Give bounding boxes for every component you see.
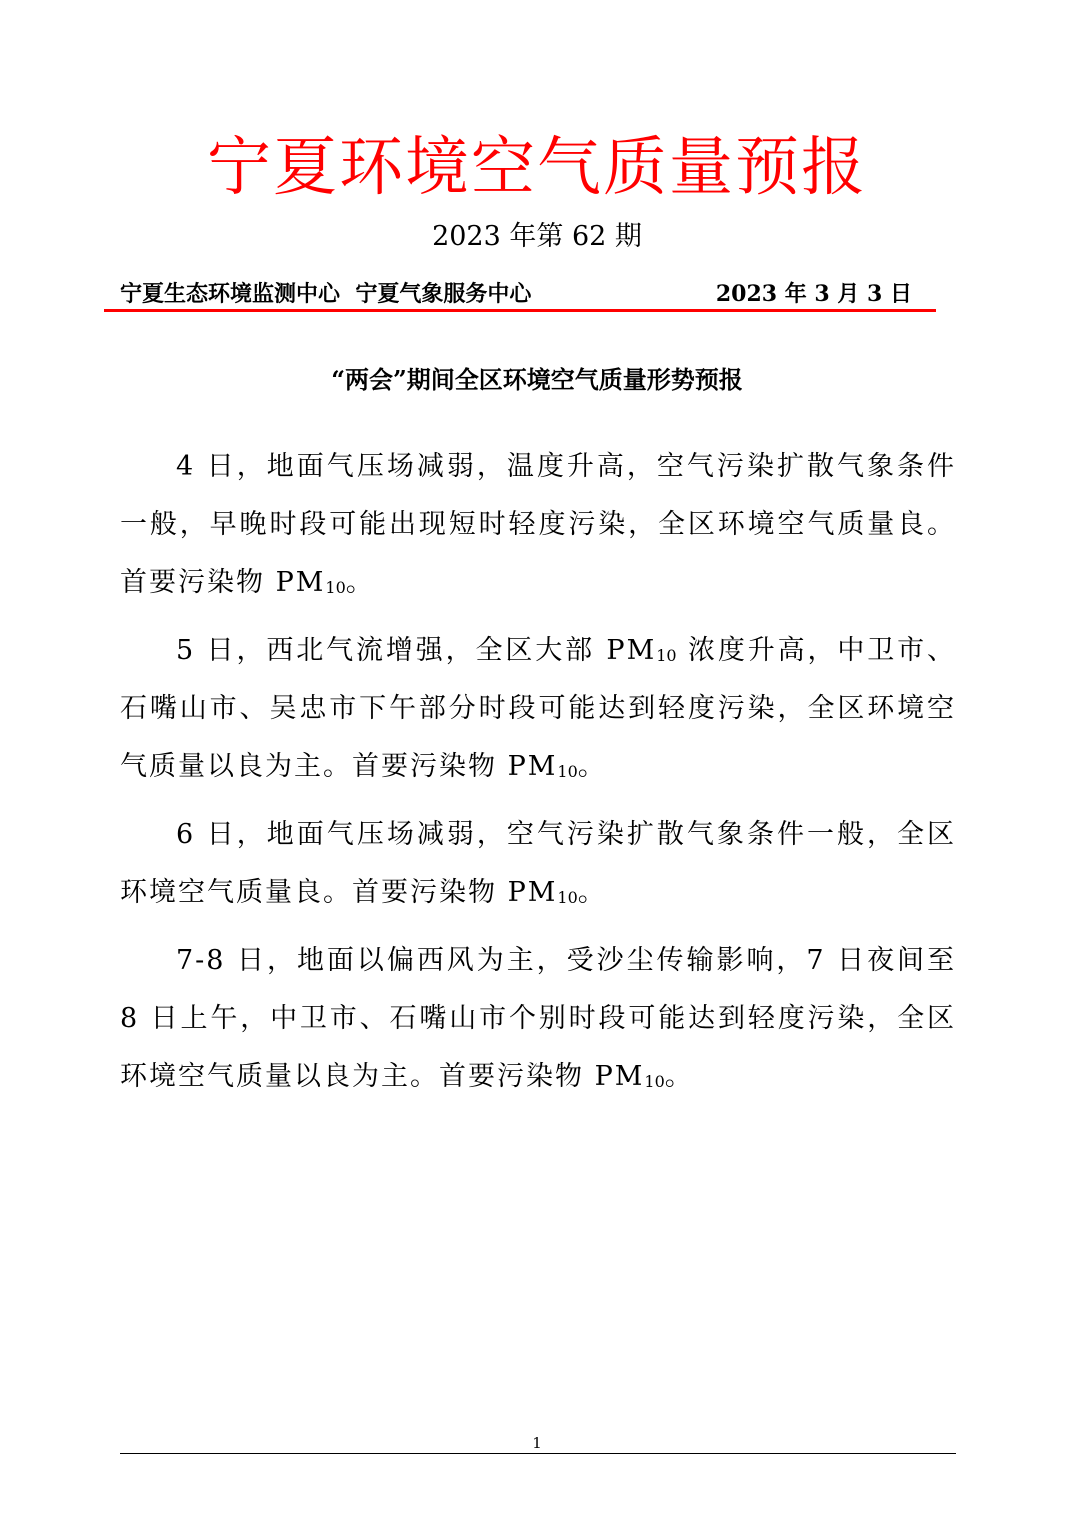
subscript: 10 bbox=[557, 888, 578, 907]
subscript: 10 bbox=[644, 1072, 665, 1091]
issue-date: 2023 年 3 月 3 日 bbox=[715, 281, 912, 307]
paragraph-day-5 bbox=[120, 622, 956, 796]
paragraph-tail: 。 bbox=[577, 751, 607, 782]
paragraph-text: 7-8 日，地面以偏西风为主，受沙尘传输影响，7 日夜间至 8 日上午，中卫市、石嘴山市个别时段可能达到轻度污染，全区环境空气质量以良为主。首要污染物 PM bbox=[120, 945, 956, 1092]
page-number: 1 bbox=[532, 1434, 542, 1452]
subscript: 10 bbox=[557, 762, 578, 781]
paragraph-text: 6 日，地面气压场减弱，空气污染扩散气象条件一般，全区环境空气质量良。首要污染物 PM bbox=[120, 819, 956, 908]
paragraph-text: 5 日，西北气流增强，全区大部 PM bbox=[176, 635, 657, 666]
masthead-title: 宁夏环境空气质量预报 bbox=[207, 131, 867, 205]
article-title: “两会”期间全区环境空气质量形势预报 bbox=[331, 365, 743, 394]
red-divider bbox=[104, 309, 936, 312]
paragraph-day-6 bbox=[120, 806, 956, 922]
issue-number: 2023 年第 62 期 bbox=[432, 221, 642, 252]
issuer-names: 宁夏生态环境监测中心 宁夏气象服务中心 bbox=[120, 281, 532, 307]
paragraph-day-7-8 bbox=[120, 932, 956, 1106]
paragraph-tail: 。 bbox=[345, 567, 375, 598]
paragraph-day-4 bbox=[120, 438, 956, 612]
footer-divider bbox=[120, 1453, 956, 1454]
paragraph-tail: 。 bbox=[577, 877, 607, 908]
subscript: 10 bbox=[656, 646, 677, 665]
subscript: 10 bbox=[325, 578, 346, 597]
paragraph-tail: 。 bbox=[664, 1061, 694, 1092]
paragraph-middle: 浓度升高，中卫市、石嘴山市、吴忠市下午部分时段可能达到轻度污染，全区环境空气质量以良为主。首要污染物 PM bbox=[120, 635, 956, 782]
article-body bbox=[120, 438, 956, 1116]
paragraph-text: 4 日，地面气压场减弱，温度升高，空气污染扩散气象条件一般，早晚时段可能出现短时轻度污染，全区环境空气质量良。首要污染物 PM bbox=[120, 451, 956, 598]
issuer-row bbox=[120, 278, 912, 310]
